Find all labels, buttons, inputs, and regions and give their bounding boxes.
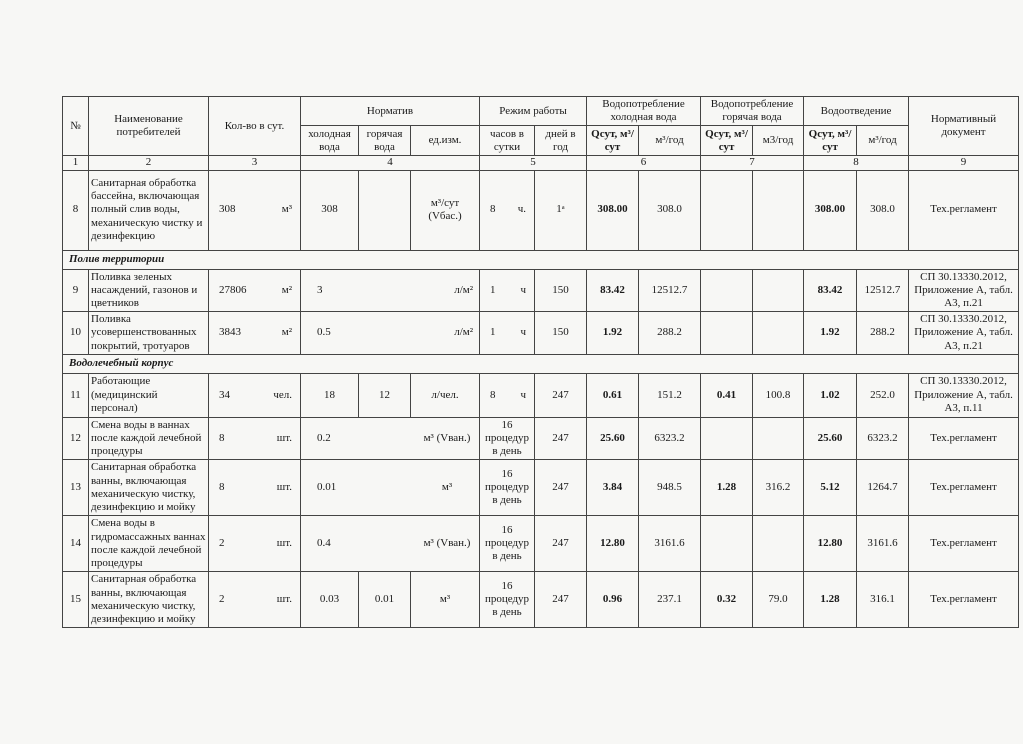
norm-cold: 0.4 [317,537,331,550]
row-cold-day: 1.92 [587,312,639,355]
qty-value: 8 [219,481,225,494]
header-qty: Кол-во в сут. [209,97,301,156]
row-doc: Тех.регламент [909,572,1019,628]
norm-unit: м³ (Vван.) [423,537,471,550]
index-cell: 7 [701,156,804,170]
row-norm-hot: 0.01 [359,572,411,628]
row-name: Смена воды в гидромассажных ваннах после каждой лечебной процедуры [89,516,209,572]
table-row [63,373,1019,417]
row-hot-year [753,417,804,460]
header-drain: Водоотведение [804,97,909,126]
row-hours-merged: 16 процедур в день [480,460,535,516]
header-mode: Режим работы [480,97,587,126]
row-num: 15 [63,572,89,628]
row-hot-year: 79.0 [753,572,804,628]
row-cold-day: 83.42 [587,269,639,312]
row-drain-day: 1.28 [804,572,857,628]
row-drain-day: 25.60 [804,417,857,460]
hours-unit: ч. [517,203,527,216]
qty-unit: шт. [276,431,292,444]
row-norm-unit: м³/сут (Vбас.) [411,170,480,250]
row-norm-unit: л/чел. [411,373,480,417]
norm-cold: 0.01 [317,481,337,494]
row-hot-day [701,417,753,460]
row-doc: СП 30.13330.2012, Приложение А, табл. А3, п.21 [909,312,1019,355]
qty-value: 2 [219,537,225,550]
qty-value: 308 [219,203,236,216]
row-hot-day [701,170,753,250]
row-norm [301,312,480,355]
index-cell: 5 [480,156,587,170]
row-num: 13 [63,460,89,516]
row-cold-day: 3.84 [587,460,639,516]
row-drain-year: 3161.6 [857,516,909,572]
header-norm-hot: горячая вода [359,126,411,156]
table-row [63,572,1019,628]
row-hours-merged: 16 процедур в день [480,417,535,460]
qty-value: 3843 [219,326,241,339]
row-drain-day: 1.92 [804,312,857,355]
norm-cold: 3 [317,283,323,296]
qty-unit: шт. [276,481,292,494]
header-cold-qyear: м³/год [639,126,701,156]
header-hot-qday: Qсут, м³/сут [701,126,753,156]
row-norm-cold: 308 [301,170,359,250]
column-index-row [63,156,1019,170]
header-norm-cold: холодная вода [301,126,359,156]
row-norm-cold: 18 [301,373,359,417]
row-qty [209,417,301,460]
qty-unit: шт. [276,593,292,606]
row-doc: СП 30.13330.2012, Приложение А, табл. А3, п.21 [909,269,1019,312]
row-cold-day: 0.61 [587,373,639,417]
row-drain-day: 12.80 [804,516,857,572]
row-days: 247 [535,516,587,572]
row-cold-day: 308.00 [587,170,639,250]
row-name: Санитарная обработка ванны, включающая механическую чистку, дезинфекцию и мойку [89,460,209,516]
header-name: Наименование потребителей [89,97,209,156]
header-hot-use: Водопотребление горячая вода [701,97,804,126]
header-hot-qyear: м3/год [753,126,804,156]
norm-cold: 0.2 [317,431,331,444]
row-hours [480,170,535,250]
index-cell: 1 [63,156,89,170]
header-num: № [63,97,89,156]
row-drain-year: 6323.2 [857,417,909,460]
row-hours-merged: 16 процедур в день [480,516,535,572]
row-drain-day: 308.00 [804,170,857,250]
row-doc: Тех.регламент [909,417,1019,460]
row-cold-year: 308.0 [639,170,701,250]
header-mode-hours: часов в сутки [480,126,535,156]
row-norm-hot: 12 [359,373,411,417]
row-hot-day [701,269,753,312]
norm-unit: л/м² [454,283,474,296]
row-qty [209,269,301,312]
row-days: 1ᵃ [535,170,587,250]
row-days: 247 [535,373,587,417]
qty-value: 34 [219,388,230,401]
row-drain-year: 1264.7 [857,460,909,516]
row-qty [209,516,301,572]
row-hot-day [701,312,753,355]
qty-unit: м² [281,326,292,339]
row-drain-day: 1.02 [804,373,857,417]
row-hot-year [753,170,804,250]
section-row [63,354,1019,373]
header-drain-qyear: м³/год [857,126,909,156]
row-days: 150 [535,269,587,312]
row-hot-year [753,269,804,312]
row-qty [209,373,301,417]
row-name: Санитарная обработка ванны, включающая механическую чистку, дезинфекцию и мойку [89,572,209,628]
table-row [63,460,1019,516]
header-drain-qday: Qсут, м³/сут [804,126,857,156]
row-qty [209,572,301,628]
row-num: 8 [63,170,89,250]
index-cell: 6 [587,156,701,170]
table-row [63,516,1019,572]
row-num: 14 [63,516,89,572]
row-cold-day: 25.60 [587,417,639,460]
row-hours [480,312,535,355]
header-mode-days: дней в год [535,126,587,156]
qty-unit: шт. [276,537,292,550]
row-doc: Тех.регламент [909,516,1019,572]
hours-value: 8 [490,203,496,216]
row-days: 247 [535,417,587,460]
qty-unit: м³ [281,203,292,216]
row-norm-unit: м³ [411,572,480,628]
hours-unit: ч [520,283,527,296]
row-drain-year: 288.2 [857,312,909,355]
row-name: Поливка зеленых насаждений, газонов и цветников [89,269,209,312]
row-num: 11 [63,373,89,417]
row-drain-year: 252.0 [857,373,909,417]
row-doc: СП 30.13330.2012, Приложение А, табл. А3, п.11 [909,373,1019,417]
row-hot-year: 316.2 [753,460,804,516]
norm-cold: 0.5 [317,326,331,339]
row-cold-year: 237.1 [639,572,701,628]
row-cold-year: 3161.6 [639,516,701,572]
row-name: Санитарная обработка бассейна, включающая полный слив воды, механическую чистку и дезинфекцию [89,170,209,250]
row-cold-year: 6323.2 [639,417,701,460]
norm-unit: л/м² [454,326,474,339]
row-name: Работающие (медицинский персонал) [89,373,209,417]
row-drain-day: 5.12 [804,460,857,516]
section-title: Водолечебный корпус [63,354,1019,373]
row-qty [209,170,301,250]
header-norm: Норматив [301,97,480,126]
row-hot-day: 0.41 [701,373,753,417]
qty-unit: м² [281,283,292,296]
row-doc: Тех.регламент [909,460,1019,516]
hours-value: 1 [490,283,496,296]
row-qty [209,460,301,516]
table-row [63,312,1019,355]
table-row [63,417,1019,460]
row-days: 247 [535,572,587,628]
index-cell: 4 [301,156,480,170]
row-hot-year [753,312,804,355]
row-hours [480,373,535,417]
row-cold-day: 12.80 [587,516,639,572]
row-hot-year [753,516,804,572]
row-norm [301,269,480,312]
hours-unit: ч [520,388,527,401]
row-cold-day: 0.96 [587,572,639,628]
section-title: Полив территории [63,250,1019,269]
norm-unit: м³ [441,481,453,494]
header-cold-use: Водопотребление холодная вода [587,97,701,126]
header-norm-unit: ед.изм. [411,126,480,156]
header-cold-qday: Qсут, м³/сут [587,126,639,156]
row-cold-year: 151.2 [639,373,701,417]
hours-unit: ч [520,326,527,339]
row-hours [480,269,535,312]
row-drain-year: 316.1 [857,572,909,628]
section-row [63,250,1019,269]
index-cell: 2 [89,156,209,170]
row-drain-year: 12512.7 [857,269,909,312]
row-norm [301,460,480,516]
row-qty [209,312,301,355]
qty-value: 27806 [219,283,247,296]
row-drain-year: 308.0 [857,170,909,250]
qty-value: 8 [219,431,225,444]
row-cold-year: 12512.7 [639,269,701,312]
norm-unit: м³ (Vван.) [423,431,471,444]
row-norm-hot [359,170,411,250]
row-norm [301,516,480,572]
row-norm-cold: 0.03 [301,572,359,628]
row-norm [301,417,480,460]
row-num: 12 [63,417,89,460]
row-num: 10 [63,312,89,355]
row-cold-year: 948.5 [639,460,701,516]
document-sheet [62,96,1013,628]
table-row [63,170,1019,250]
row-name: Смена воды в ваннах после каждой лечебной процедуры [89,417,209,460]
row-num: 9 [63,269,89,312]
row-hot-year: 100.8 [753,373,804,417]
row-hot-day [701,516,753,572]
hours-value: 1 [490,326,496,339]
table-row [63,269,1019,312]
row-hot-day: 0.32 [701,572,753,628]
row-name: Поливка усовершенствованных покрытий, тротуаров [89,312,209,355]
water-consumption-table [62,96,1019,628]
qty-value: 2 [219,593,225,606]
row-days: 150 [535,312,587,355]
index-cell: 8 [804,156,909,170]
header-doc: Нормативный документ [909,97,1019,156]
index-cell: 9 [909,156,1019,170]
index-cell: 3 [209,156,301,170]
row-hot-day: 1.28 [701,460,753,516]
hours-value: 8 [490,388,496,401]
row-doc: Тех.регламент [909,170,1019,250]
row-cold-year: 288.2 [639,312,701,355]
row-drain-day: 83.42 [804,269,857,312]
row-hours-merged: 16 процедур в день [480,572,535,628]
row-days: 247 [535,460,587,516]
qty-unit: чел. [273,388,292,401]
